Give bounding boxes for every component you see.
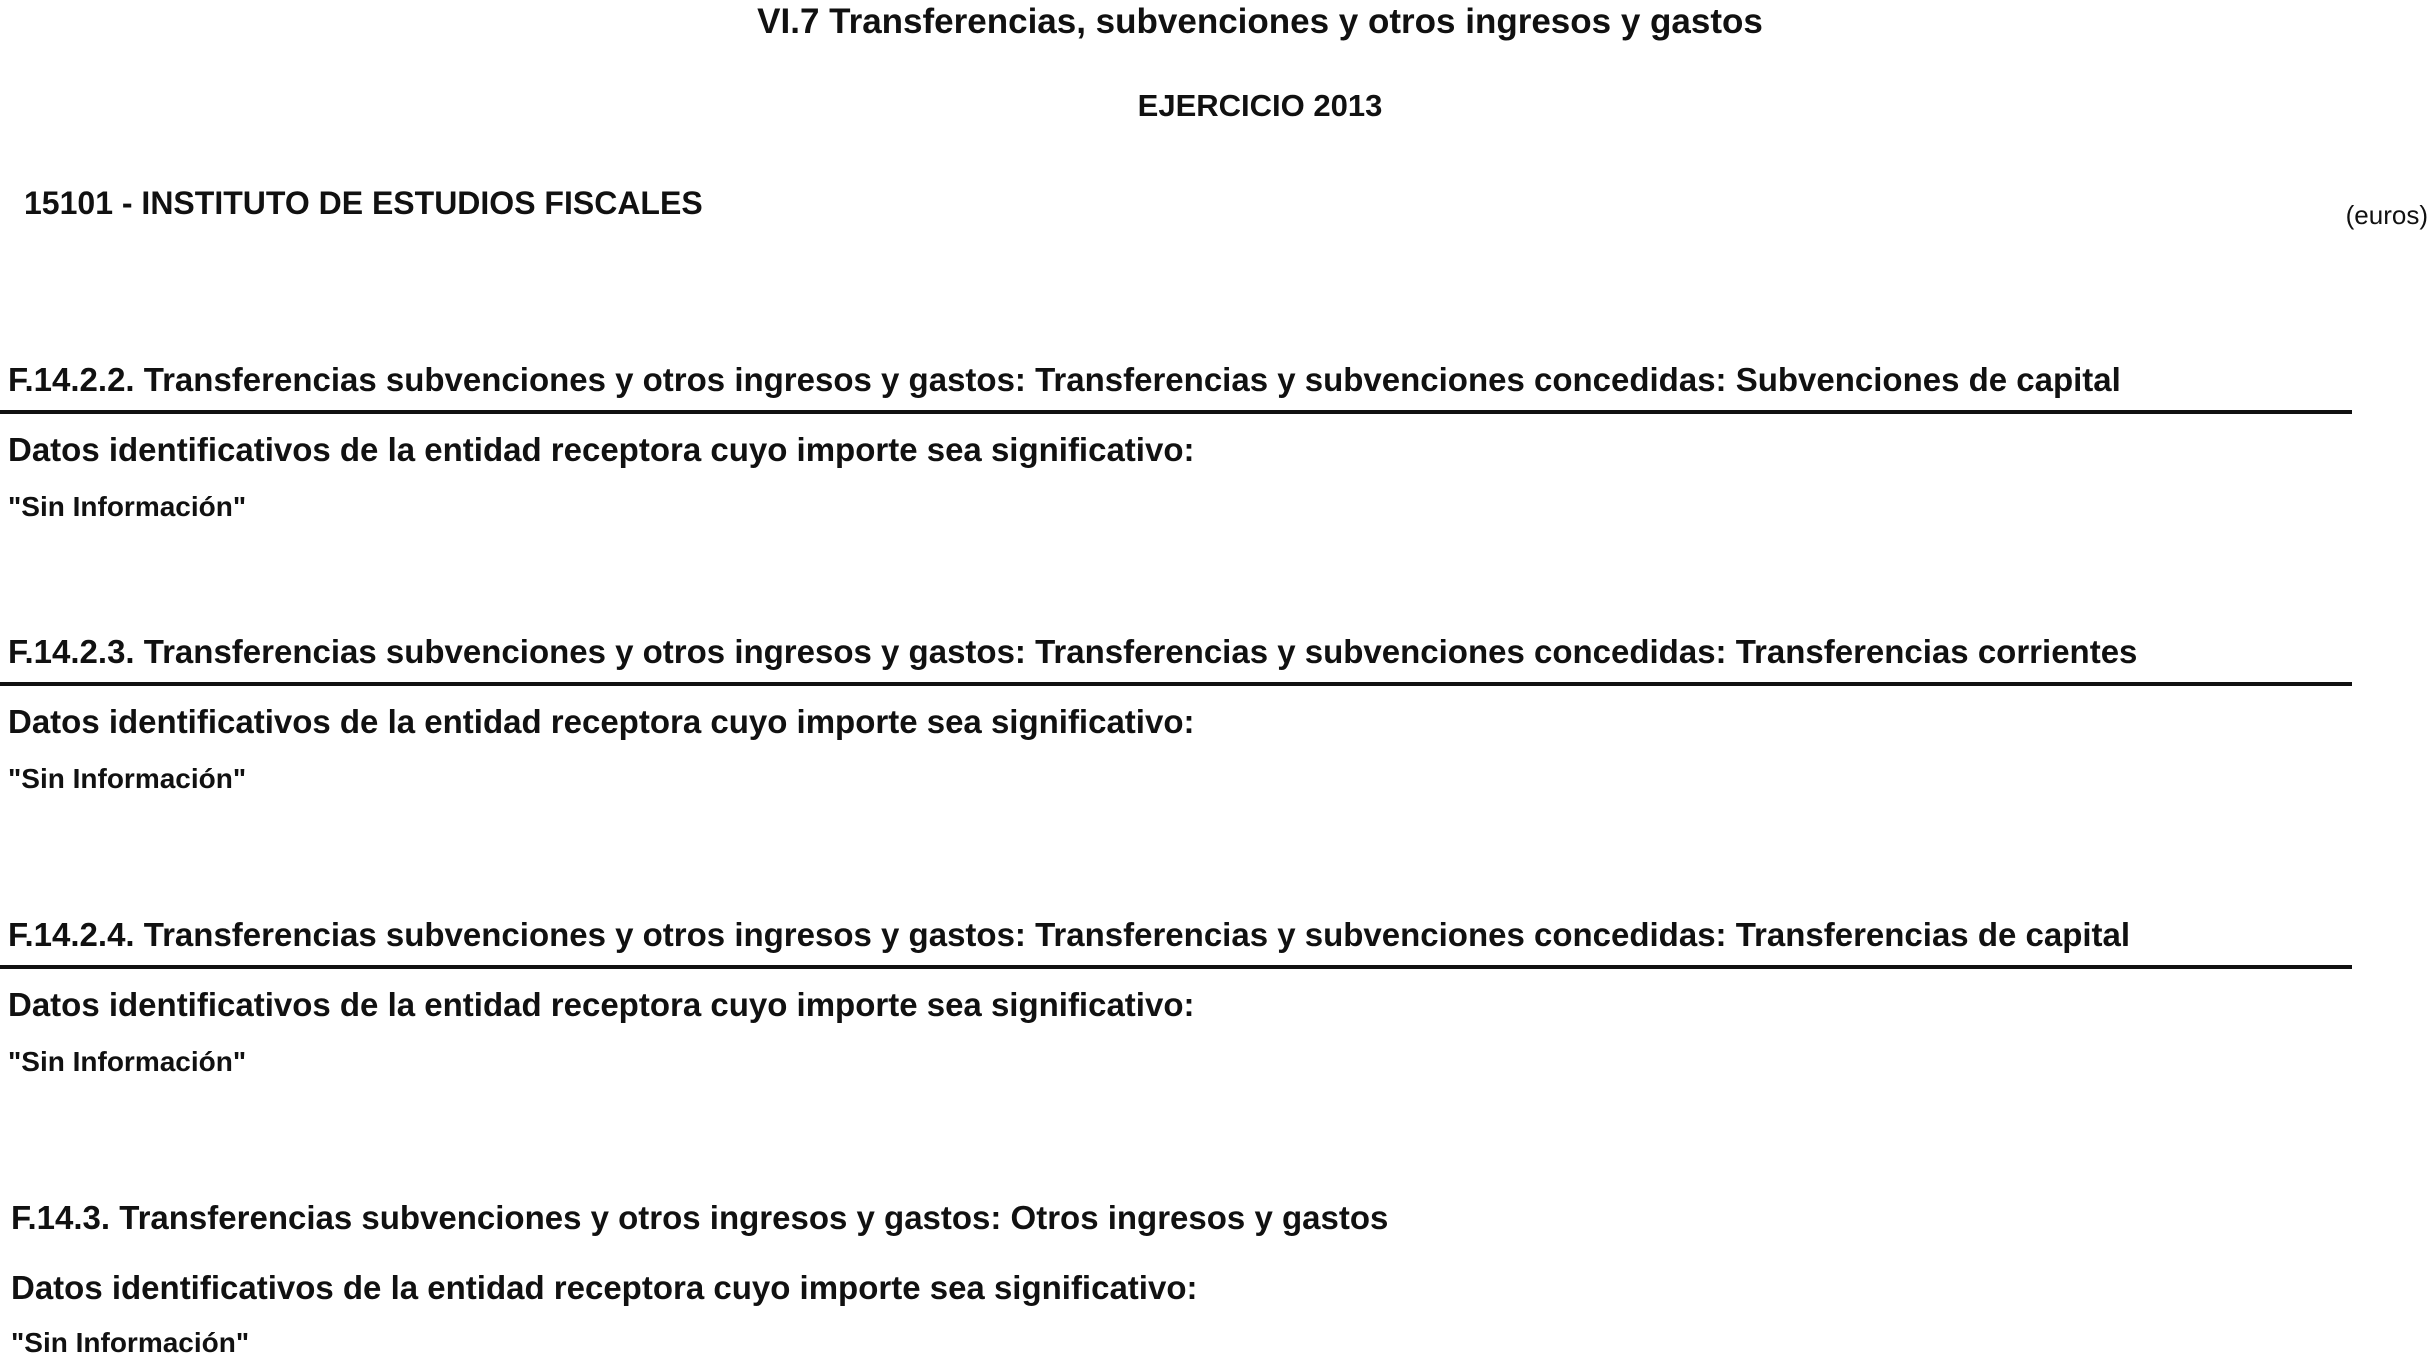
- currency-units: (euros): [2345, 200, 2428, 230]
- section-title: F.14.3. Transferencias subvenciones y otros ingresos y gastos: Otros ingresos y gastos: [11, 1199, 1389, 1236]
- section-value: "Sin Información": [8, 491, 247, 522]
- section-value: "Sin Información": [11, 1327, 250, 1358]
- section-label: Datos identificativos de la entidad receptora cuyo importe sea significativo:: [8, 986, 1195, 1023]
- section-title: F.14.2.4. Transferencias subvenciones y otros ingresos y gastos: Transferencias y subvenciones concedidas: Transferencias de capital: [8, 916, 2131, 953]
- page-title: VI.7 Transferencias, subvenciones y otros ingresos y gastos: [757, 2, 1763, 41]
- entity-name: 15101 - INSTITUTO DE ESTUDIOS FISCALES: [24, 185, 703, 221]
- section-label: Datos identificativos de la entidad receptora cuyo importe sea significativo:: [8, 703, 1195, 740]
- section-divider: [0, 410, 2352, 414]
- section-title: F.14.2.2. Transferencias subvenciones y otros ingresos y gastos: Transferencias y subvenciones concedidas: Subvenciones de capital: [8, 361, 2121, 398]
- section-value: "Sin Información": [8, 763, 247, 794]
- section-divider: [0, 965, 2352, 969]
- fiscal-year-subtitle: EJERCICIO 2013: [1137, 88, 1383, 123]
- section-label: Datos identificativos de la entidad receptora cuyo importe sea significativo:: [8, 431, 1195, 468]
- section-divider: [0, 682, 2352, 686]
- section-value: "Sin Información": [8, 1046, 247, 1077]
- section-label: Datos identificativos de la entidad receptora cuyo importe sea significativo:: [11, 1269, 1198, 1306]
- section-title: F.14.2.3. Transferencias subvenciones y otros ingresos y gastos: Transferencias y subvenciones concedidas: Transferencias corrientes: [8, 633, 2138, 670]
